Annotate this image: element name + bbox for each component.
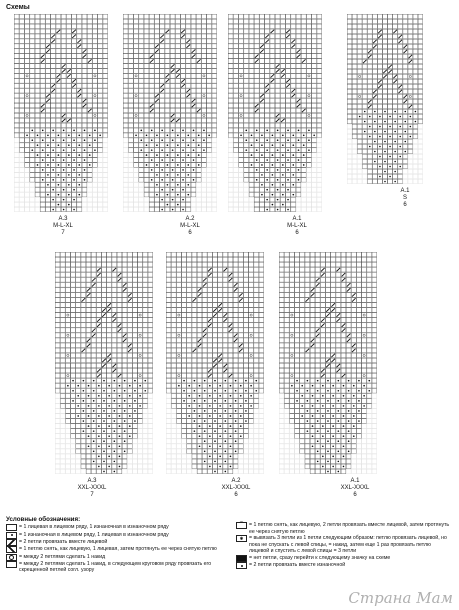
legend-text: = 1 петлю снять, как лицевую, 1 лицевая, затем протянуть ее через снятую петлю xyxy=(19,546,217,553)
legend-item xyxy=(6,546,228,553)
chart-repeat: 7 xyxy=(61,230,65,236)
legend-item xyxy=(6,524,228,531)
legend-item xyxy=(6,561,228,574)
chart-sizes: XXL-XXXL xyxy=(77,485,107,491)
chart-sizes: M-L-XL xyxy=(180,223,200,229)
legend-text: = 1 лицевая в лицевом ряду, 1 изнаночная в изнаночном ряду xyxy=(19,524,169,531)
legend-text: = вывязать 3 петли из 1 петли следующим образом: петлю провязать лицевой, но пока не спускать с левой спицы, = накид, затем еще 1 раз провязать петлю лицевой и спустить с левой спицы = 3 петли xyxy=(249,535,447,555)
chart-code: A.1 xyxy=(350,478,360,484)
chart-sizes: XXL-XXXL xyxy=(221,485,251,491)
chart-a1-bottom xyxy=(279,252,377,474)
chart-a2-top xyxy=(123,14,217,212)
legend-text: = между 2 петлями сделать 1 накид xyxy=(19,553,106,560)
knitting-grid xyxy=(279,252,377,474)
knitting-grid xyxy=(14,14,108,212)
legend-text: = 2 петли провязать вместе изнаночной xyxy=(249,562,346,569)
chart-sizes: M-L-XL xyxy=(53,223,73,229)
chart-sizes: XXL-XXXL xyxy=(340,485,370,491)
double-dec-icon xyxy=(236,522,247,529)
empty-square-icon xyxy=(6,524,17,531)
legend-item xyxy=(6,532,228,539)
chart-a1-small xyxy=(347,14,423,184)
chart-label-a3-bottom xyxy=(62,478,122,499)
legend-left xyxy=(6,517,228,574)
chart-a3-top xyxy=(14,14,108,212)
dot-dec-icon xyxy=(236,562,247,569)
legend-text: = 1 изнаночная в лицевом ряду, 1 лицевая в изнаночном ряду xyxy=(19,531,169,538)
chart-label-a1-top xyxy=(272,216,322,237)
chart-a3-bottom xyxy=(55,252,153,474)
backslash-square-icon xyxy=(6,546,17,553)
legend-item xyxy=(236,522,452,535)
chart-repeat: 7 xyxy=(90,492,94,498)
black-square-icon xyxy=(236,555,247,562)
chart-label-a1-bottom xyxy=(325,478,385,499)
legend-item xyxy=(6,539,228,546)
legend-right xyxy=(236,522,452,570)
chart-a2-bottom xyxy=(166,252,264,474)
knitting-grid xyxy=(347,14,423,184)
knitting-grid xyxy=(228,14,322,212)
legend-item xyxy=(236,555,452,562)
chart-sizes: M-L-XL xyxy=(287,223,307,229)
chart-label-a2-bottom xyxy=(206,478,266,499)
chart-repeat: 6 xyxy=(234,492,238,498)
chart-repeat: 6 xyxy=(295,230,299,236)
legend-item xyxy=(236,535,452,554)
legend-text: = 2 петли провязать вместе лицевой xyxy=(19,539,108,545)
chart-code: A.3 xyxy=(58,216,68,222)
chart-code: A.1 xyxy=(400,188,410,194)
page-title: Схемы xyxy=(6,4,30,11)
chart-code: A.1 xyxy=(292,216,302,222)
chart-code: A.2 xyxy=(185,216,195,222)
star-square-icon xyxy=(236,535,247,542)
chart-label-a1-small xyxy=(380,188,430,209)
chart-a1-top xyxy=(228,14,322,212)
legend-item xyxy=(6,554,228,561)
legend-text: = нет петли, сразу перейти к следующему значку на схеме xyxy=(249,554,391,561)
chart-code: A.2 xyxy=(231,478,241,484)
chart-repeat: 6 xyxy=(188,230,192,236)
circle-square-icon xyxy=(6,554,17,561)
slash-square-icon xyxy=(6,539,17,546)
legend-item xyxy=(236,562,452,569)
watermark-logo: Страна Мам xyxy=(348,589,453,607)
chart-repeat: 6 xyxy=(403,202,407,208)
chart-label-a3-top xyxy=(38,216,88,237)
dot-square-icon xyxy=(6,532,17,539)
legend-title: Условные обозначения: xyxy=(6,516,81,523)
chart-code: A.3 xyxy=(87,478,97,484)
legend-text: = 1 петлю снять, как лицевую, 2 петли провязать вместе лицевой, затем протянуть ее через снятую петлю xyxy=(249,522,450,535)
knitting-grid xyxy=(166,252,264,474)
knitting-grid xyxy=(55,252,153,474)
arc-square-icon xyxy=(6,561,17,568)
knitting-grid xyxy=(123,14,217,212)
chart-sizes: S xyxy=(402,195,407,201)
chart-label-a2-top xyxy=(165,216,215,237)
legend-text: = между 2 петлями сделать 1 накид, в следующем круговом ряду провязать его скрещенной петлей согл. узору xyxy=(19,560,212,574)
chart-repeat: 6 xyxy=(353,492,357,498)
